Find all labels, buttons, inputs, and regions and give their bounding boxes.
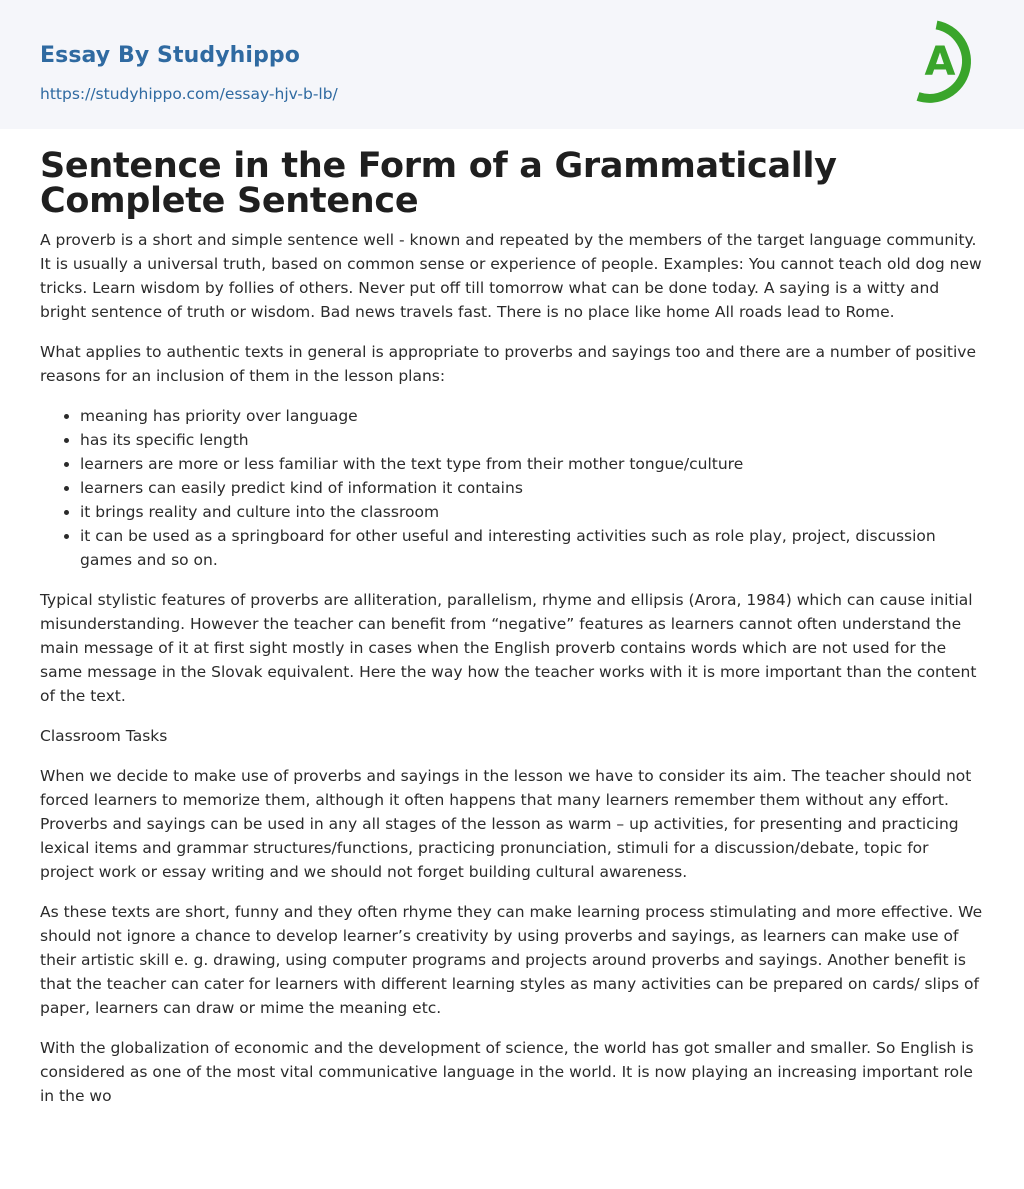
paragraph-lesson-aim: When we decide to make use of proverbs and sayings in the lesson we have to consider its aim. The teacher should not forced learners to memorize them, although it often happens that many learners remember them without any effort. Proverbs and sayings can be used in any all stages of the lesson as warm – up activities, for presenting and practicing lexical items and grammar structures/functions, practicing pronunciation, stimuli for a discussion/debate, topic for project work or essay writing and we should not forget building cultural awareness. bbox=[40, 767, 972, 881]
section-heading-classroom-tasks: Classroom Tasks bbox=[40, 727, 168, 745]
logo-letter: A bbox=[924, 39, 956, 85]
list-item: • it brings reality and culture into the classroom bbox=[80, 500, 984, 524]
site-header bbox=[0, 0, 1024, 129]
essay-title: Sentence in the Form of a Grammatically Complete Sentence bbox=[40, 146, 837, 221]
paragraph-stylistic-features: Typical stylistic features of proverbs are alliteration, parallelism, rhyme and ellipsis (Arora, 1984) which can cause initial misunderstanding. However the teacher can benefit from “negative” features as learners cannot often understand the main message of it at first sight mostly in cases when the English proverb contains words which are not used for the same message in the Slovak equivalent. Here the way how the teacher works with it is more important than the content of the text. bbox=[40, 591, 977, 705]
list-item: • has its specific length bbox=[80, 428, 984, 452]
paragraph-creativity: As these texts are short, funny and they often rhyme they can make learning process stimulating and more effective. We should not ignore a chance to develop learner’s creativity by using proverbs and sayings, as learners can make use of their artistic skill e. g. drawing, using computer programs and projects around proverbs and sayings. Another benefit is that the teacher can cater for learners with different learning styles as many activities can be prepared on cards/ slips of paper, learners can draw or mime the meaning etc. bbox=[40, 903, 983, 1017]
list-item: • learners are more or less familiar with the text type from their mother tongue/culture bbox=[80, 452, 984, 476]
list-item: • learners can easily predict kind of information it contains bbox=[80, 476, 984, 500]
list-item: • meaning has priority over language bbox=[80, 404, 984, 428]
studyhippo-logo-icon[interactable] bbox=[912, 19, 986, 105]
paragraph-globalization: With the globalization of economic and the development of science, the world has got smaller and smaller. So English is considered as one of the most vital communicative language in the world. It is now playing an increasing important role in the wo bbox=[40, 1039, 974, 1105]
brand-title[interactable]: Essay By Studyhippo bbox=[40, 43, 300, 68]
reasons-list bbox=[40, 404, 984, 572]
essay-content bbox=[0, 129, 1024, 1108]
paragraph-reasons: What applies to authentic texts in general is appropriate to proverbs and sayings too and there are a number of positive reasons for an inclusion of them in the lesson plans: bbox=[40, 343, 976, 385]
list-item: • it can be used as a springboard for other useful and interesting activities such as role play, project, discussion games and so on. bbox=[80, 524, 984, 572]
essay-url-link[interactable]: https://studyhippo.com/essay-hjv-b-lb/ bbox=[40, 85, 338, 103]
paragraph-intro: A proverb is a short and simple sentence well - known and repeated by the members of the target language community. It is usually a universal truth, based on common sense or experience of people. Examples: You cannot teach old dog new tricks. Learn wisdom by follies of others. Never put off till tomorrow what can be done today. A saying is a witty and bright sentence of truth or wisdom. Bad news travels fast. There is no place like home All roads lead to Rome. bbox=[40, 231, 982, 321]
